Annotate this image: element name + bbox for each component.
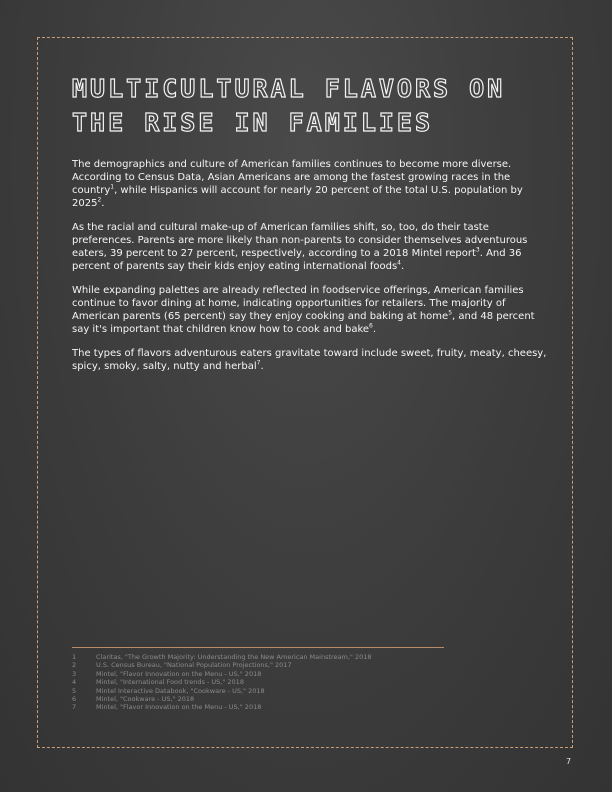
paragraph-text: , and 48 percent say it's important that children know how to cook and bake (72, 311, 535, 335)
paragraph-text: , while Hispanics will account for nearly 20 percent of the total U.S. population by 2025 (72, 185, 523, 209)
footnote-item (72, 653, 492, 661)
footnote-divider (72, 647, 444, 648)
dashed-page-frame (37, 37, 573, 748)
paragraph-text: The types of flavors adventurous eaters gravitate toward include sweet, fruity, meaty, cheesy, spicy, smoky, salty, nutty and herbal (72, 348, 547, 372)
paragraph-text: . (101, 198, 105, 209)
article-body (72, 158, 547, 384)
paragraph-text: The demographics and culture of American families continues to become more diverse. According to Census Data, Asian Americans are among the fastest growing races in the country (72, 159, 512, 196)
footnote-item (72, 661, 492, 669)
footnote-number: 1 (72, 653, 77, 661)
footnote-item (72, 695, 492, 703)
footnote-number: 3 (72, 669, 77, 678)
page-title: MULTICULTURAL FLAVORS ON THE RISE IN FAMILIES (72, 74, 506, 137)
footnote-marker: 3 (475, 246, 480, 254)
footnote-number: 2 (72, 661, 77, 670)
footnote-text: Mintel, "Cookware - US," 2018 (96, 695, 195, 704)
body-paragraph (72, 284, 547, 336)
footnote-marker: 1 (110, 183, 115, 191)
paragraph-text: . And 36 percent of parents say their kids enjoy eating international foods (72, 248, 522, 272)
footnote-item (72, 703, 492, 711)
paragraph-text: As the racial and cultural make-up of American families shift, so, too, do their taste preferences. Parents are more likely than non-parents to consider themselves adventurous eaters, 39 percent to 27 percent, respectively, according to a 2018 Mintel report (72, 222, 528, 259)
footnote-text: Mintel, "Flavor Innovation on the Menu - US," 2018 (96, 703, 262, 712)
footnote-marker: 5 (448, 309, 453, 317)
footnote-text: U.S. Census Bureau, "National Population Projections," 2017 (96, 661, 292, 670)
footnote-number: 6 (72, 695, 77, 704)
footnote-number: 7 (72, 703, 77, 712)
paragraph-text: While expanding palettes are already reflected in foodservice offerings, American families continue to favor dining at home, indicating opportunities for retailers. The majority of American parents (65 percent) say they enjoy cooking and baking at home (72, 285, 524, 322)
footnote-number: 5 (72, 686, 77, 695)
footnote-item (72, 687, 492, 695)
paragraph-text: . (400, 261, 405, 272)
footnote-text: Mintel, "International Food trends - US," 2018 (96, 678, 244, 687)
footnote-item (72, 678, 492, 686)
paragraph-text: . (372, 324, 377, 335)
footnote-marker: 2 (97, 196, 102, 204)
footnote-item (72, 670, 492, 678)
paragraph-text: . (260, 361, 264, 372)
footnotes-list (72, 653, 492, 712)
footnote-marker: 7 (256, 359, 261, 367)
footnote-marker: 4 (397, 259, 401, 267)
footnote-number: 4 (72, 678, 77, 687)
body-paragraph (72, 221, 547, 273)
footnote-text: Claritas, "The Growth Majority: Understanding the New American Mainstream," 2018 (96, 653, 372, 661)
body-paragraph (72, 158, 547, 210)
body-paragraph (72, 347, 547, 373)
footnote-text: Mintel Interactive Databook, "Cookware - US," 2018 (96, 686, 265, 695)
page-number: 7 (566, 757, 572, 766)
footnote-text: Mintel, "Flavor Innovation on the Menu - US," 2018 (96, 669, 262, 678)
footnote-marker: 6 (369, 322, 373, 330)
